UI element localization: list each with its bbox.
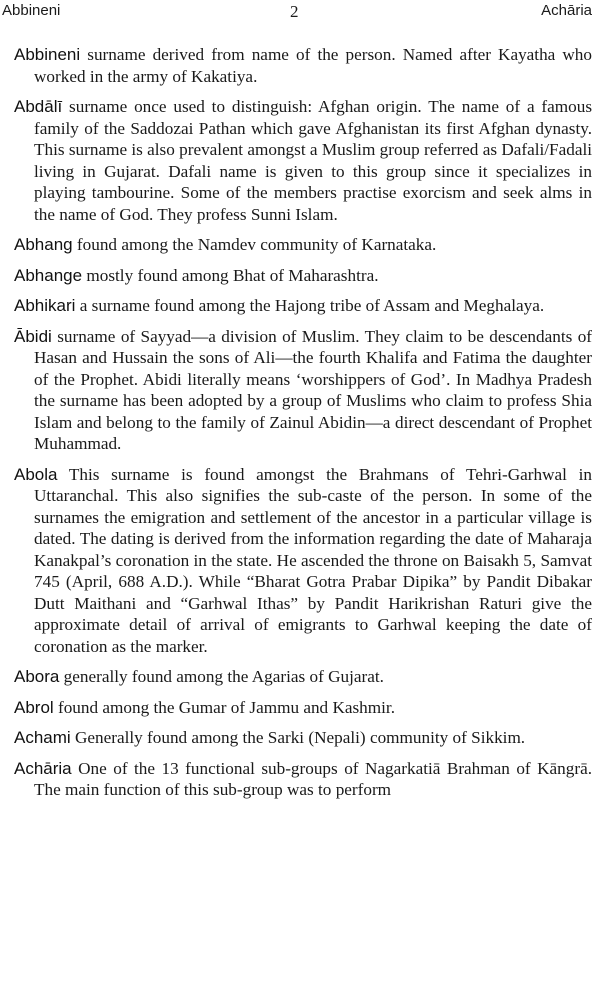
entry-text: found among the Gumar of Jammu and Kashmir.	[57, 697, 395, 717]
entry-text: surname derived from name of the person. Named after Kayatha who worked in the army of Kakatiya.	[34, 45, 592, 86]
entry-text: surname of Sayyad—a division of Muslim. They claim to be descendants of Hasan and Hussain the sons of Ali—the fourth Khalifa and Fatima the daughter of the Prophet. Abidi literally means ‘worshippers of God’. In Madhya Pradesh the surname has been adopted by a group of Muslims who claim to profess Shia Islam and belong to the family of Zainul Abidin—a direct descendant of Prophet Muhammad.	[34, 326, 593, 453]
entry-headword: Abhange	[14, 265, 83, 285]
entry-text: mostly found among Bhat of Maharashtra.	[86, 265, 379, 285]
entry-abhange	[14, 265, 592, 287]
entry-text: One of the 13 functional sub-groups of Nagarkatiā Brahman of Kāngrā. The main function of this sub-group was to perform	[34, 758, 593, 799]
entry-headword: Abhikari	[14, 296, 76, 315]
entry-text: Generally found among the Sarki (Nepali) community of Sikkim.	[74, 728, 526, 747]
entry-text: found among the Namdev community of Karnataka.	[76, 235, 437, 254]
running-head	[0, 2, 600, 26]
entry-headword: Abola	[14, 464, 58, 484]
entry-headword: Achami	[14, 728, 71, 747]
entry-abhikari	[14, 295, 592, 317]
entry-abola	[14, 464, 592, 658]
entry-abdali	[14, 96, 592, 225]
entry-headword: Abhang	[14, 235, 73, 254]
page-number: 2	[290, 2, 299, 21]
entry-achami	[14, 727, 592, 749]
dictionary-entries	[14, 44, 592, 810]
entry-text: a surname found among the Hajong tribe of Assam and Meghalaya.	[79, 296, 545, 315]
entry-abora	[14, 666, 592, 688]
entry-abbineni	[14, 44, 592, 87]
entry-abrol	[14, 697, 592, 719]
entry-abidi	[14, 326, 592, 455]
entry-text: This surname is found amongst the Brahmans of Tehri-Garhwal in Uttaranchal. This also signifies the sub-caste of the person. In some of the surnames the emigration and settlement of the ancestor in a particular village is dated. The dating is derived from the information regarding the date of Maharaja Kanakpal’s coronation in the state. He ascended the throne on Baisakh 5, Samvat 745 (April, 688 A.D.). While “Bharat Gotra Prabar Dipika” by Pandit Dibakar Dutt Maithani and “Garhwal Ithas” by Pandit Harikrishan Raturi give the approximate detail of arrival of emigrants to Garhwal keeping the date of coronation as the marker.	[34, 464, 592, 656]
entry-text: surname once used to distinguish: Afghan origin. The name of a famous family of the Saddozai Pathan which gave Afghanistan its first Afghan dynasty. This surname is also prevalent amongst a Muslim group referred as Dafali/Fadali living in Gujarat. Dafali name is given to this group since it specializes in playing tambourine. Some of the members practise exorcism and seek alms in the name of God. They profess Sunni Islam.	[34, 97, 593, 224]
entry-abhang	[14, 234, 592, 256]
running-head-left: Abbineni	[2, 2, 61, 19]
entry-headword: Achāria	[14, 758, 72, 778]
entry-headword: Abrol	[14, 697, 54, 717]
entry-text: generally found among the Agarias of Gujarat.	[63, 667, 384, 686]
entry-headword: Ābidi	[14, 326, 52, 346]
entry-headword: Abbineni	[14, 45, 81, 64]
entry-headword: Abora	[14, 667, 60, 686]
running-head-right: Achāria	[541, 2, 592, 19]
entry-acharia	[14, 758, 592, 801]
entry-headword: Abdālī	[14, 97, 63, 116]
